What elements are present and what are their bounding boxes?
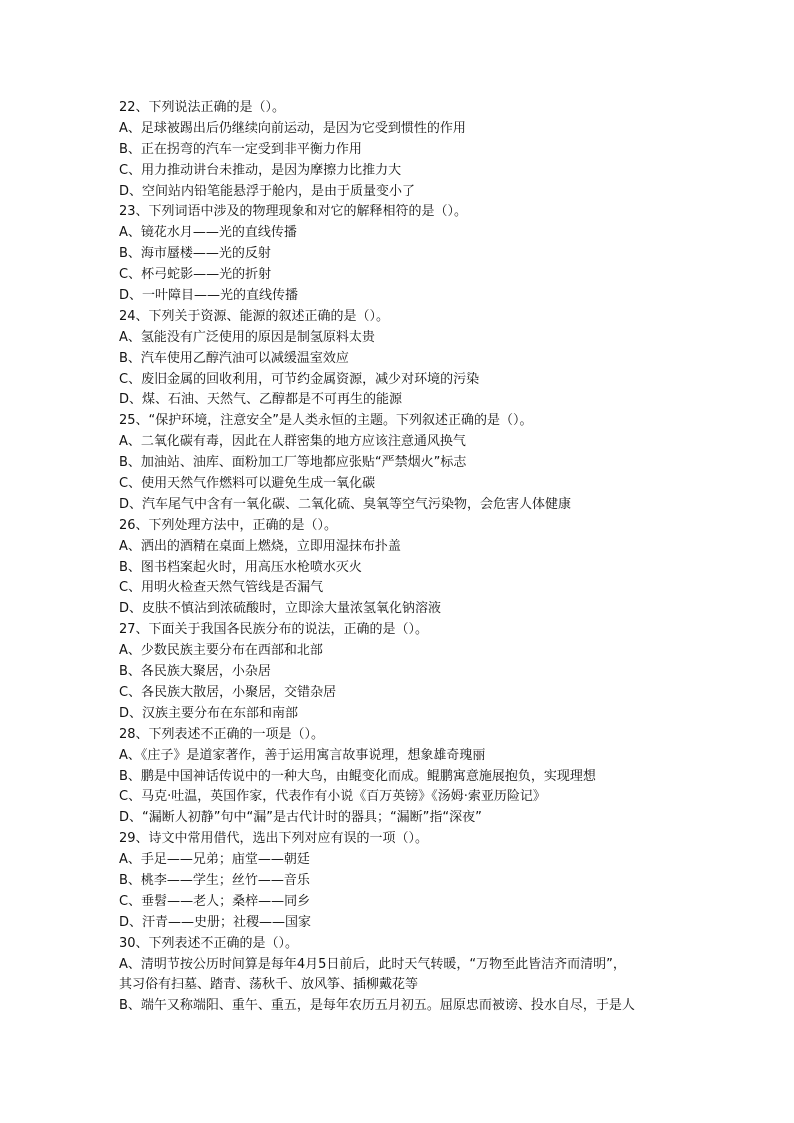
answer-option: C、用力推动讲台未推动，是因为摩擦力比推力大 bbox=[119, 162, 402, 178]
answer-option: D、皮肤不慎沾到浓硫酸时，立即涂大量浓氢氧化钠溶液 bbox=[119, 601, 442, 617]
answer-option: A、手足——兄弟；庙堂——朝廷 bbox=[119, 852, 310, 868]
answer-option: D、空间站内铅笔能悬浮于舱内，是由于质量变小了 bbox=[119, 183, 416, 199]
answer-option: B、汽车使用乙醇汽油可以减缓温室效应 bbox=[119, 350, 349, 366]
answer-option: B、图书档案起火时，用高压水枪喷水灭火 bbox=[119, 559, 362, 575]
question-stem: 30、下列表述不正确的是（）。 bbox=[119, 935, 299, 951]
answer-option: C、各民族大散居，小聚居，交错杂居 bbox=[119, 684, 337, 700]
answer-option: A、《庄子》是道家著作，善于运用寓言故事说理，想象雄奇瑰丽 bbox=[119, 747, 486, 763]
question-stem: 23、下列词语中涉及的物理现象和对它的解释相符的是（）。 bbox=[119, 204, 468, 220]
question-stem: 27、下面关于我国各民族分布的说法，正确的是（）。 bbox=[119, 622, 429, 638]
question-stem: 22、下列说法正确的是（）。 bbox=[119, 100, 286, 115]
answer-option: D、汉族主要分布在东部和南部 bbox=[119, 705, 299, 721]
answer-option: A、清明节按公历时间算是每年4月5日前后，此时天气转暖，“万物至此皆洁齐而清明”， bbox=[119, 956, 626, 972]
answer-option: A、二氧化碳有毒，因此在人群密集的地方应该注意通风换气 bbox=[119, 434, 466, 450]
answer-option: D、“漏断人初静”句中“漏”是古代计时的器具；“漏断”指“深夜” bbox=[119, 810, 482, 826]
answer-option: A、少数民族主要分布在西部和北部 bbox=[119, 643, 323, 659]
answer-option: B、各民族大聚居，小杂居 bbox=[119, 664, 271, 680]
answer-option: B、正在拐弯的汽车一定受到非平衡力作用 bbox=[119, 141, 362, 157]
answer-option: D、汽车尾气中含有一氧化碳、二氧化硫、臭氧等空气污染物，会危害人体健康 bbox=[119, 496, 572, 512]
answer-option: C、用明火检查天然气管线是否漏气 bbox=[119, 580, 324, 596]
answer-option: 其习俗有扫墓、踏青、荡秋千、放风筝、插柳戴花等 bbox=[119, 977, 419, 993]
question-stem: 28、下列表述不正确的一项是（）。 bbox=[119, 726, 325, 742]
question-stem: 24、下列关于资源、能源的叙述正确的是（）。 bbox=[119, 308, 390, 324]
answer-option: A、足球被踢出后仍继续向前运动，是因为它受到惯性的作用 bbox=[119, 120, 466, 136]
answer-option: A、洒出的酒精在桌面上燃烧，立即用湿抹布扑盖 bbox=[119, 538, 401, 554]
answer-option: B、加油站、油库、面粉加工厂等地都应张贴“严禁烟火”标志 bbox=[119, 455, 467, 471]
answer-option: B、鹏是中国神话传说中的一种大鸟，由鲲变化而成。鲲鹏寓意施展抱负，实现理想 bbox=[119, 768, 596, 784]
answer-option: C、马克·吐温，英国作家，代表作有小说《百万英镑》《汤姆·索亚历险记》 bbox=[119, 789, 546, 805]
document-page bbox=[119, 98, 689, 1017]
answer-option: D、一叶障目——光的直线传播 bbox=[119, 288, 299, 304]
answer-option: A、镜花水月——光的直线传播 bbox=[119, 225, 297, 241]
answer-option: C、使用天然气作燃料可以避免生成一氧化碳 bbox=[119, 476, 376, 492]
answer-option: D、汗青——史册；社稷——国家 bbox=[119, 914, 312, 930]
answer-option: A、氢能没有广泛使用的原因是制氢原料太贵 bbox=[119, 329, 375, 345]
question-stem: 25、“保护环境，注意安全”是人类永恒的主题。下列叙述正确的是（）。 bbox=[119, 413, 533, 429]
answer-option: B、桃李——学生；丝竹——音乐 bbox=[119, 872, 310, 888]
question-stem: 29、诗文中常用借代，选出下列对应有误的一项（）。 bbox=[119, 831, 429, 847]
answer-option: B、海市蜃楼——光的反射 bbox=[119, 246, 271, 262]
answer-option: D、煤、石油、天然气、乙醇都是不可再生的能源 bbox=[119, 392, 403, 408]
answer-option: C、杯弓蛇影——光的折射 bbox=[119, 267, 272, 283]
question-stem: 26、下列处理方法中，正确的是（）。 bbox=[119, 517, 338, 533]
answer-option: B、端午又称端阳、重午、重五，是每年农历五月初五。屈原忠而被谤、投水自尽，于是人 bbox=[119, 998, 635, 1014]
answer-option: C、废旧金属的回收利用，可节约金属资源，减少对环境的污染 bbox=[119, 371, 480, 387]
answer-option: C、垂髫——老人；桑梓——同乡 bbox=[119, 893, 311, 909]
